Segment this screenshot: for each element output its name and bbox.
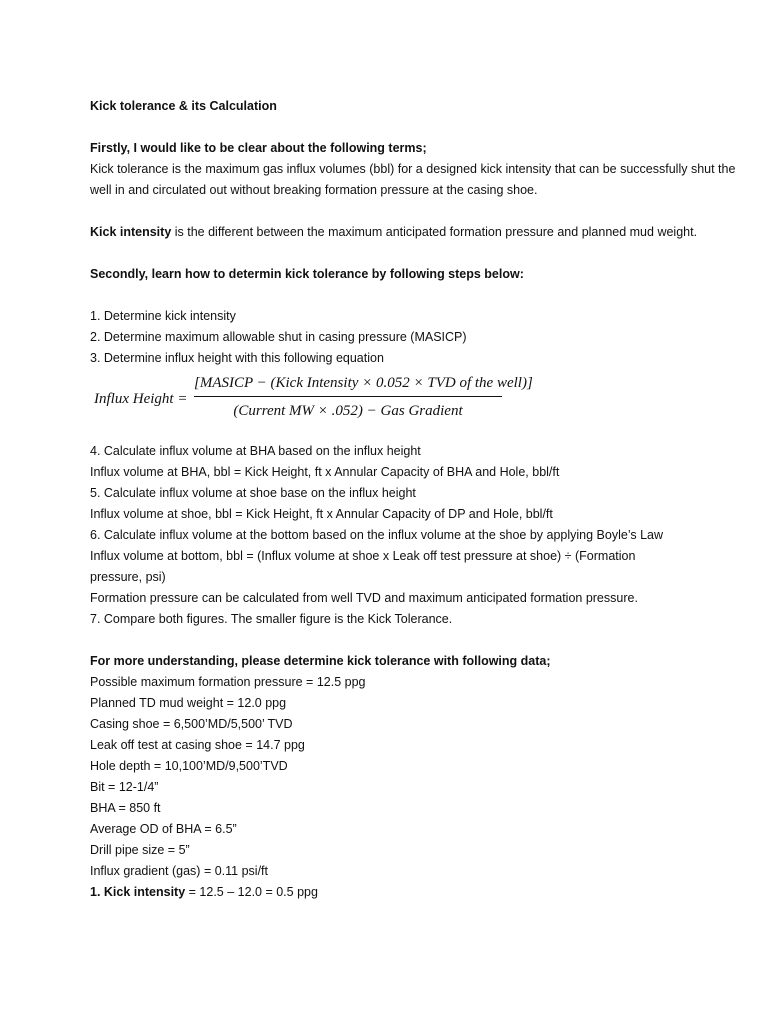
step-5: 5. Calculate influx volume at shoe base on the influx height <box>90 486 416 500</box>
step-6: 6. Calculate influx volume at the bottom based on the influx volume at the shoe by applying Boyle’s Law <box>90 528 664 542</box>
steps-heading: Secondly, learn how to determin kick tolerance by following steps below: <box>90 267 524 281</box>
equation-denominator: (Current MW × .052) − Gas Gradient <box>233 403 463 419</box>
spacer <box>90 431 750 441</box>
step-3: 3. Determine influx height with this following equation <box>90 351 384 365</box>
spacer <box>90 630 750 651</box>
spacer <box>90 117 750 138</box>
influx-height-equation <box>90 371 750 429</box>
data-item: Average OD of BHA = 6.5” <box>90 822 237 836</box>
kick-intensity-term: Kick intensity <box>90 225 172 239</box>
answer-value: = 12.5 – 12.0 = 0.5 ppg <box>185 885 318 899</box>
terms-heading: Firstly, I would like to be clear about the following terms; <box>90 141 427 155</box>
step-4-formula: Influx volume at BHA, bbl = Kick Height, ft x Annular Capacity of BHA and Hole, bbl/ft <box>90 465 560 479</box>
data-item: Casing shoe = 6,500’MD/5,500’ TVD <box>90 717 293 731</box>
fraction-bar <box>194 396 502 397</box>
example-heading: For more understanding, please determine kick tolerance with following data; <box>90 654 551 668</box>
equation-fraction <box>194 371 533 423</box>
spacer <box>90 243 750 264</box>
equation-lhs: Influx Height = <box>94 391 188 407</box>
answer-line <box>90 882 750 903</box>
data-item: Influx gradient (gas) = 0.11 psi/ft <box>90 864 268 878</box>
data-item: Leak off test at casing shoe = 14.7 ppg <box>90 738 305 752</box>
answer-label: 1. Kick intensity <box>90 885 186 899</box>
step-5-formula: Influx volume at shoe, bbl = Kick Height, ft x Annular Capacity of DP and Hole, bbl/ft <box>90 507 553 521</box>
equation-numerator: [MASICP − (Kick Intensity × 0.052 × TVD of the well)] <box>194 375 533 391</box>
kick-intensity-paragraph <box>90 222 750 243</box>
formation-pressure-note: Formation pressure can be calculated from well TVD and maximum anticipated formation pressure. <box>90 591 638 605</box>
step-2: 2. Determine maximum allowable shut in casing pressure (MASICP) <box>90 330 467 344</box>
step-1: 1. Determine kick intensity <box>90 309 236 323</box>
data-item: BHA = 850 ft <box>90 801 161 815</box>
kick-tolerance-definition: Kick tolerance is the maximum gas influx volumes (bbl) for a designed kick intensity that can be successfully shut the well in and circulated out without breaking formation pressure at the casing shoe. <box>90 162 736 197</box>
step-6-formula-cont: pressure, psi) <box>90 570 166 584</box>
data-item: Hole depth = 10,100’MD/9,500’TVD <box>90 759 288 773</box>
data-item: Bit = 12-1/4” <box>90 780 159 794</box>
step-6-formula: Influx volume at bottom, bbl = (Influx volume at shoe x Leak off test pressure at shoe) ÷ (Formation <box>90 549 636 563</box>
document-title: Kick tolerance & its Calculation <box>90 99 277 113</box>
step-7: 7. Compare both figures. The smaller figure is the Kick Tolerance. <box>90 612 453 626</box>
kick-intensity-definition: is the different between the maximum anticipated formation pressure and planned mud weight. <box>171 225 698 239</box>
step-4: 4. Calculate influx volume at BHA based on the influx height <box>90 444 421 458</box>
data-item: Planned TD mud weight = 12.0 ppg <box>90 696 287 710</box>
document-page <box>90 96 750 903</box>
data-item: Possible maximum formation pressure = 12.5 ppg <box>90 675 366 689</box>
data-item: Drill pipe size = 5” <box>90 843 190 857</box>
spacer <box>90 285 750 306</box>
spacer <box>90 201 750 222</box>
